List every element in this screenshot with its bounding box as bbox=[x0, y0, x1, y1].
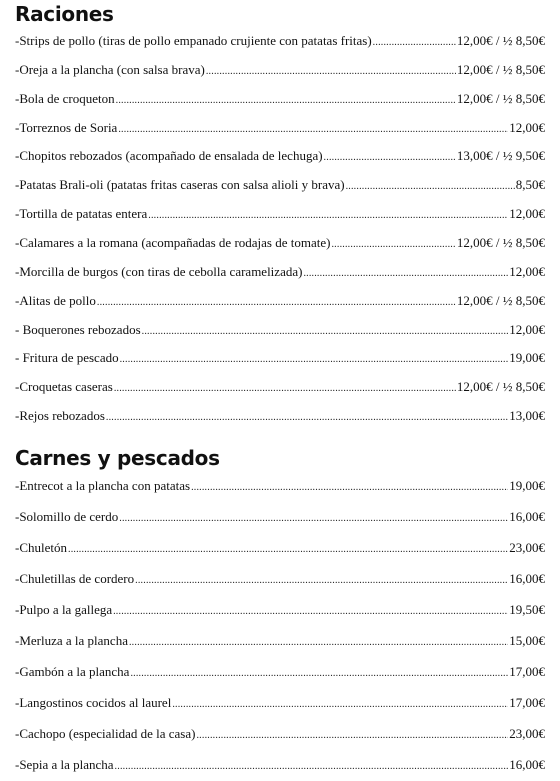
menu-item-name: -Bola de croqueton bbox=[15, 90, 115, 106]
menu-item bbox=[15, 476, 545, 496]
menu-item-name: -Chuletillas de cordero bbox=[15, 570, 135, 586]
menu-item-price: 19,00€ bbox=[509, 350, 545, 366]
menu-item-price: 16,00€ bbox=[509, 756, 545, 772]
menu-item-price: 12,00€ bbox=[509, 206, 545, 222]
menu-item-price: 19,50€ bbox=[509, 601, 545, 617]
dot-leader bbox=[206, 62, 456, 80]
menu-item bbox=[15, 538, 545, 558]
menu-item-name: -Morcilla de burgos (con tiras de cebolla caramelizada) bbox=[15, 263, 303, 279]
menu-item-price: 23,00€ bbox=[509, 725, 545, 741]
section-title-carnes-y-pescados: Carnes y pescados bbox=[15, 446, 220, 470]
menu-item bbox=[15, 89, 545, 109]
section-title-raciones: Raciones bbox=[15, 2, 114, 26]
menu-item bbox=[15, 146, 545, 166]
menu-item-name: -Pulpo a la gallega bbox=[15, 601, 113, 617]
dot-leader bbox=[116, 91, 456, 109]
dot-leader bbox=[196, 726, 508, 744]
menu-item-name: -Croquetas caseras bbox=[15, 379, 113, 395]
dot-leader bbox=[68, 540, 508, 558]
menu-item bbox=[15, 569, 545, 589]
menu-item-price: 17,00€ bbox=[509, 663, 545, 679]
menu-item-name: -Langostinos cocidos al laurel bbox=[15, 694, 172, 710]
menu-item bbox=[15, 755, 545, 775]
menu-item-name: - Fritura de pescado bbox=[15, 350, 119, 366]
menu-item bbox=[15, 233, 545, 253]
dot-leader bbox=[331, 235, 455, 253]
menu-item-name: -Patatas Brali-oli (patatas fritas caseras con salsa alioli y brava) bbox=[15, 177, 345, 193]
menu-item-price: 12,00€ / ½ 8,50€ bbox=[456, 61, 545, 77]
menu-item-price: 23,00€ bbox=[509, 539, 545, 555]
dot-leader bbox=[303, 264, 508, 282]
dot-leader bbox=[191, 478, 508, 496]
dot-leader bbox=[106, 408, 508, 426]
dot-leader bbox=[113, 602, 508, 620]
dot-leader bbox=[114, 379, 456, 397]
dot-leader bbox=[172, 695, 508, 713]
dot-leader bbox=[119, 509, 508, 527]
menu-item-name: -Alitas de pollo bbox=[15, 292, 96, 308]
menu-item-price: 12,00€ bbox=[509, 321, 545, 337]
menu-item-price: 12,00€ / ½ 8,50€ bbox=[456, 292, 545, 308]
menu-item-name: -Calamares a la romana (acompañadas de rodajas de tomate) bbox=[15, 234, 331, 250]
menu-item-price: 19,00€ bbox=[509, 478, 545, 493]
menu-item-name: -Chopitos rebozados (acompañado de ensalada de lechuga) bbox=[15, 148, 323, 164]
menu-item bbox=[15, 291, 545, 311]
dot-leader bbox=[129, 633, 508, 651]
menu-item-price: 12,00€ / ½ 8,50€ bbox=[456, 33, 545, 48]
dot-leader bbox=[373, 33, 456, 51]
menu-item-name: -Oreja a la plancha (con salsa brava) bbox=[15, 61, 205, 77]
dot-leader bbox=[118, 120, 508, 138]
menu-item-name: -Merluza a la plancha bbox=[15, 632, 128, 648]
menu-item-name: - Boquerones rebozados bbox=[15, 321, 141, 337]
menu-item bbox=[15, 724, 545, 744]
menu-item bbox=[15, 377, 545, 397]
menu-item-name: -Solomillo de cerdo bbox=[15, 508, 119, 524]
menu-item-price: 12,00€ / ½ 8,50€ bbox=[456, 90, 545, 106]
dot-leader bbox=[135, 571, 508, 589]
menu-item-price: 13,00€ / ½ 9,50€ bbox=[456, 148, 545, 164]
menu-item-name: -Sepia a la plancha bbox=[15, 756, 114, 772]
menu-item bbox=[15, 175, 545, 195]
menu-item-name: -Strips de pollo (tiras de pollo empanado crujiente con patatas fritas) bbox=[15, 33, 372, 48]
menu-item-name: -Rejos rebozados bbox=[15, 408, 105, 424]
menu-item-price: 16,00€ bbox=[509, 570, 545, 586]
dot-leader bbox=[115, 757, 509, 775]
menu-item-name: -Torreznos de Soria bbox=[15, 119, 118, 135]
menu-item-name: -Cachopo (especialidad de la casa) bbox=[15, 725, 196, 741]
dot-leader bbox=[346, 177, 515, 195]
menu-item-price: 12,00€ bbox=[509, 119, 545, 135]
menu-item bbox=[15, 262, 545, 282]
menu-item-price: 13,00€ bbox=[509, 408, 545, 424]
dot-leader bbox=[148, 206, 508, 224]
menu-item-price: 12,00€ bbox=[509, 263, 545, 279]
menu-item bbox=[15, 348, 545, 368]
menu-item-price: 16,00€ bbox=[509, 508, 545, 524]
menu-item-price: 8,50€ bbox=[515, 177, 545, 193]
menu-item bbox=[15, 406, 545, 426]
menu-item bbox=[15, 60, 545, 80]
menu-item-price: 12,00€ / ½ 8,50€ bbox=[456, 379, 545, 395]
menu-item-price: 17,00€ bbox=[509, 694, 545, 710]
menu-item-price: 15,00€ bbox=[509, 632, 545, 648]
menu-item-name: -Chuletón bbox=[15, 539, 67, 555]
dot-leader bbox=[120, 350, 509, 368]
menu-item bbox=[15, 320, 545, 340]
menu-item bbox=[15, 600, 545, 620]
menu-item bbox=[15, 631, 545, 651]
menu-item-price: 12,00€ / ½ 8,50€ bbox=[456, 234, 545, 250]
menu-item-name: -Tortilla de patatas entera bbox=[15, 206, 148, 222]
dot-leader bbox=[97, 293, 456, 311]
dot-leader bbox=[130, 664, 508, 682]
menu-item bbox=[15, 507, 545, 527]
menu-item-name: -Gambón a la plancha bbox=[15, 663, 130, 679]
menu-item bbox=[15, 118, 545, 138]
menu-item bbox=[15, 662, 545, 682]
menu-item bbox=[15, 31, 545, 51]
menu-item-name: -Entrecot a la plancha con patatas bbox=[15, 478, 191, 493]
dot-leader bbox=[324, 148, 456, 166]
menu-item bbox=[15, 204, 545, 224]
menu-item bbox=[15, 693, 545, 713]
dot-leader bbox=[142, 322, 509, 340]
